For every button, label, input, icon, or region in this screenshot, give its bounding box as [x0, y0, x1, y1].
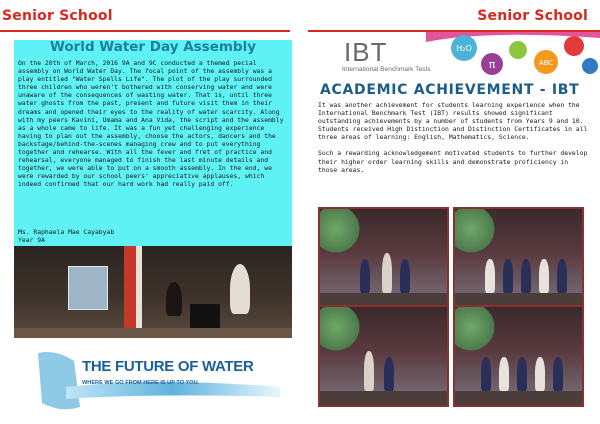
student-figure [481, 357, 491, 391]
green-bubble-icon [509, 41, 527, 59]
student-figure [539, 259, 549, 293]
blue-bubble-icon [582, 58, 598, 74]
speaking-student [230, 264, 250, 314]
water-day-title: World Water Day Assembly [49, 39, 257, 55]
mural-backdrop [455, 307, 495, 357]
assembly-photo [14, 246, 292, 338]
student-figure [360, 259, 370, 293]
ibt-logo-subtitle: International Benchmark Tests [342, 66, 431, 73]
stage-floor [14, 328, 292, 338]
future-of-water-title: THE FUTURE OF WATER [82, 358, 254, 375]
teacher-figure [382, 253, 392, 293]
left-header-divider [0, 30, 290, 32]
water-day-body: On the 20th of March, 2016 9A and 9C conducted a themed pecial assembly on World Water Day. The focal point of the assembly was a play entitled "Water Spells Life". The plot of the play surrounded three children who weren't bothered with conserving water and were unaware of the consequences of wasting water. That is, until three water ghosts from the past, present and future visit them in their dreams and opened their eyes to the reality of water scarcity. Along with my peers Kavini, Umama and Ana Vida, the script and the assembly as a whole came to life. It was a fun yet challenging experience having to plan out the assembly, choose the actors, dancers and the backstage/behind-the-scenes managing crew and to put everything together and rehearse. With all the fever and fret of practice and rehearsal, everyone managed to finish the last minute details and together, we were able to put on a smooth assembly. In the end, we were rewarded by our school peers' appreciative applauses, which indeed confirmed that our hard work had really paid off. [18, 59, 284, 189]
water-splash-icon [38, 352, 80, 409]
future-of-water-tagline: WHERE WE GO FROM HERE IS UP TO YOU. [82, 380, 200, 386]
student-figure [499, 357, 509, 391]
abc-label: ABC [538, 59, 554, 67]
student-figure [535, 357, 545, 391]
achievement-paragraph: Such a rewarding acknowledgement motivated students to further develop their higher order learning skills and demonstrate proficiency in those areas. [318, 149, 588, 174]
red-bubble-icon [564, 36, 584, 56]
award-photo [453, 305, 584, 407]
stage-banner-stripe [136, 246, 142, 338]
pi-label: π [488, 58, 496, 71]
student-figure [485, 259, 495, 293]
mural-backdrop [320, 209, 360, 259]
mural-backdrop [320, 307, 360, 357]
award-photo [318, 207, 449, 309]
achievement-paragraph: It was another achievement for students learning experience when the International Benchmark Test (IBT) results showed significant outstanding achievements by a number of students from Years 9 and 10. Students received High Distinction and Distinction Certificates in all three areas of learning: English, Mathematics, Science. [318, 101, 588, 142]
student-figure [400, 259, 410, 293]
author-class: Year 9A [18, 236, 45, 245]
h2o-label: H₂O [456, 44, 472, 53]
ibt-logo: IBT [344, 37, 388, 67]
ibt-subjects-graphic [426, 32, 600, 76]
left-page-header: Senior School [2, 8, 113, 24]
article-signature [18, 228, 114, 244]
stage-floor [320, 391, 447, 405]
seated-student [166, 282, 182, 316]
academic-achievement-body [318, 101, 590, 182]
student-figure [521, 259, 531, 293]
stage-floor [455, 391, 582, 405]
student-figure [553, 357, 563, 391]
student-figure [503, 259, 513, 293]
student-figure [384, 357, 394, 391]
right-page-header: Senior School [477, 8, 588, 24]
author-name: Ms. Raphaela Mae Cayabyab [18, 228, 115, 236]
teacher-figure [364, 351, 374, 391]
award-photo-grid [318, 207, 594, 421]
projector-screen [68, 266, 108, 310]
award-photo [318, 305, 449, 407]
student-figure [557, 259, 567, 293]
award-photo [453, 207, 584, 309]
academic-achievement-title: ACADEMIC ACHIEVEMENT - IBT [320, 82, 580, 98]
student-figure [517, 357, 527, 391]
mural-backdrop [455, 209, 495, 259]
